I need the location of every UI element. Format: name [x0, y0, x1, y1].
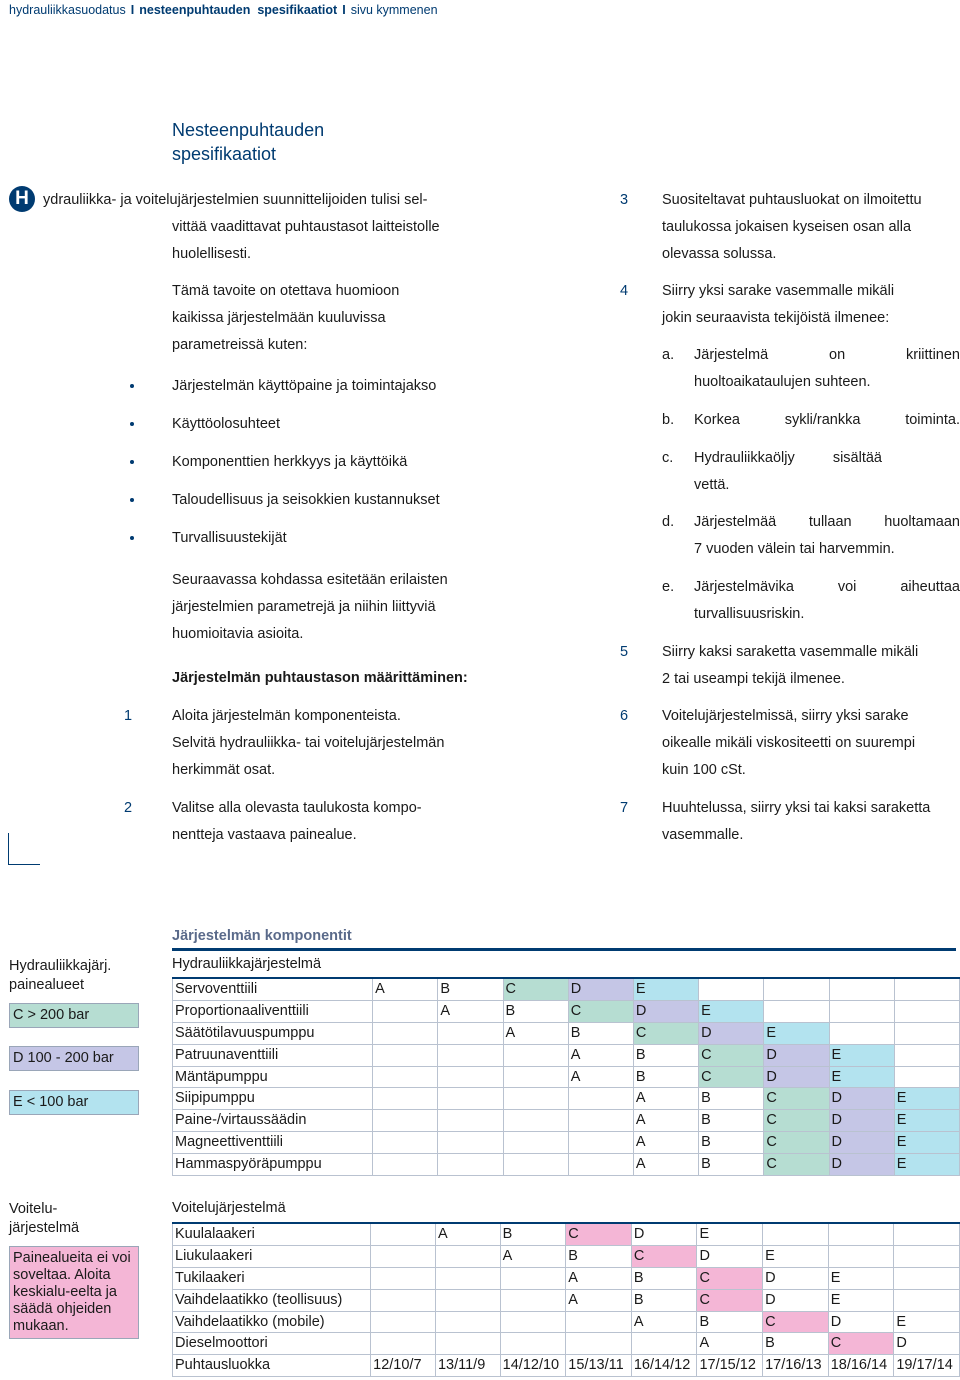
class-cell: C: [697, 1267, 763, 1289]
class-cell: C: [503, 978, 568, 1000]
class-cell: B: [699, 1154, 764, 1176]
step-text: [172, 703, 482, 784]
factor-text: turvallisuusriskin.: [694, 606, 805, 622]
factor-text: Järjestelmä on kriittinen: [694, 347, 960, 363]
text-line: Seuraavassa kohdassa esitetään erilaisten: [172, 572, 448, 588]
list-item-text: Komponenttien herkkyys ja käyttöikä: [172, 454, 408, 470]
class-cell: B: [503, 1000, 568, 1022]
component-name: Liukulaakeri: [173, 1245, 371, 1267]
class-cell: [829, 1000, 894, 1022]
class-cell: D: [828, 1311, 894, 1333]
text-line: 2 tai useampi tekijä ilmenee.: [662, 671, 845, 687]
table-row: [173, 1154, 960, 1176]
component-name: Siipipumppu: [173, 1088, 373, 1110]
class-cell: [503, 1044, 568, 1066]
class-cell: D: [568, 978, 633, 1000]
class-cell: [566, 1333, 632, 1355]
text-line: taulukossa jokaisen kyseisen osan alla: [662, 219, 912, 235]
text-line: ydrauliikka- ja voitelujärjestelmien suunnittelijoiden tulisi sel-: [43, 192, 428, 208]
class-cell: [763, 1223, 829, 1245]
class-cell: [828, 1245, 894, 1267]
class-cell: A: [438, 1000, 503, 1022]
class-cell: C: [764, 1154, 829, 1176]
table-row: [173, 1022, 960, 1044]
text-line: Tämä tavoite on otettava huomioon: [172, 283, 400, 299]
class-cell: [503, 1088, 568, 1110]
class-cell: [435, 1333, 500, 1355]
class-cell: C: [633, 1022, 698, 1044]
class-cell: [435, 1289, 500, 1311]
list-item: [130, 525, 440, 563]
class-cell: [894, 1044, 959, 1066]
breadcrumb-item[interactable]: hydrauliikkasuodatus: [9, 3, 126, 17]
class-cell: A: [631, 1311, 697, 1333]
class-cell: E: [764, 1022, 829, 1044]
class-cell: A: [697, 1333, 763, 1355]
class-cell: A: [633, 1088, 698, 1110]
list-item-text: Turvallisuustekijät: [172, 530, 287, 546]
text-line: herkimmät osat.: [172, 762, 276, 778]
class-cell: [373, 1022, 438, 1044]
class-cell: [503, 1110, 568, 1132]
class-cell: [568, 1154, 633, 1176]
table-row: [173, 1110, 960, 1132]
class-cell: [503, 1066, 568, 1088]
class-cell: B: [633, 1044, 698, 1066]
factor-text: Korkea sykli/rankka toiminta.: [694, 412, 960, 428]
class-cell: D: [829, 1110, 894, 1132]
step-number: 1: [124, 708, 133, 724]
table-row: [173, 1000, 960, 1022]
class-cell: [894, 1267, 960, 1289]
list-item: [130, 449, 440, 487]
text-line: Voitelujärjestelmissä, siirry yksi sarake: [662, 708, 909, 724]
class-cell: A: [435, 1223, 500, 1245]
class-cell: [503, 1154, 568, 1176]
class-cell: E: [828, 1267, 894, 1289]
breadcrumb: [9, 3, 438, 17]
class-cell: [894, 1022, 959, 1044]
class-cell: A: [566, 1267, 632, 1289]
text-line: huolellisesti.: [172, 246, 251, 262]
list-item: [130, 373, 440, 411]
class-cell: [435, 1311, 500, 1333]
legend-medium-pressure: D 100 - 200 bar: [9, 1046, 139, 1071]
breadcrumb-separator: I: [130, 3, 135, 17]
class-cell: [373, 1154, 438, 1176]
factor-text: Järjestelmävika voi aiheuttaa: [694, 579, 960, 595]
class-cell: [828, 1223, 894, 1245]
class-cell: [566, 1311, 632, 1333]
component-name: Dieselmoottori: [173, 1333, 371, 1355]
step-text: [662, 703, 960, 784]
breadcrumb-separator: I: [342, 3, 346, 17]
class-cell: D: [829, 1154, 894, 1176]
following-paragraph: [172, 567, 482, 648]
class-cell: D: [763, 1289, 829, 1311]
step-number: 7: [620, 800, 629, 816]
class-cell: [631, 1333, 697, 1355]
factor-label: e.: [662, 579, 675, 595]
class-cell: C: [697, 1289, 763, 1311]
bullet-icon: [130, 536, 134, 540]
table-row: [173, 1289, 960, 1311]
class-cell: [373, 1044, 438, 1066]
class-cell: [438, 1022, 503, 1044]
components-heading: Järjestelmän komponentit: [172, 928, 352, 944]
class-cell: A: [373, 978, 438, 1000]
class-cell: D: [894, 1333, 960, 1355]
text-line: Aloita järjestelmän komponenteista.: [172, 708, 401, 724]
text-line: kuin 100 cSt.: [662, 762, 746, 778]
class-cell: [568, 1132, 633, 1154]
page-title-line: Nesteenpuhtauden: [172, 120, 325, 140]
table-row: [173, 1267, 960, 1289]
class-cell: [894, 1289, 960, 1311]
class-cell: [373, 1000, 438, 1022]
class-cell: B: [566, 1245, 632, 1267]
bullet-icon: [130, 498, 134, 502]
class-cell: 14/12/10: [500, 1355, 566, 1377]
factor-text: huoltoaikataulujen suhteen.: [694, 374, 871, 390]
text-line: Siirry kaksi saraketta vasemmalle mikäli: [662, 644, 919, 660]
text-line: painealueet: [9, 977, 84, 993]
text-line: järjestelmä: [9, 1220, 80, 1236]
class-cell: A: [633, 1154, 698, 1176]
class-cell: E: [699, 1000, 764, 1022]
text-line: jokin seuraavista tekijöistä ilmenee:: [662, 310, 890, 326]
class-cell: C: [763, 1311, 829, 1333]
class-cell: [829, 1022, 894, 1044]
component-name: Vaihdelaatikko (mobile): [173, 1311, 371, 1333]
component-name: Patruunaventtiili: [173, 1044, 373, 1066]
class-cell: C: [566, 1223, 632, 1245]
table-row: [173, 1355, 960, 1377]
text-line: Voitelu-: [9, 1201, 58, 1217]
class-cell: E: [697, 1223, 763, 1245]
table-row: [173, 1066, 960, 1088]
class-cell: E: [894, 1088, 959, 1110]
text-line: Huuhtelussa, siirry yksi tai kaksi saraketta: [662, 800, 931, 816]
class-cell: D: [699, 1022, 764, 1044]
class-cell: [438, 1132, 503, 1154]
class-cell: B: [438, 978, 503, 1000]
text-line: huomioitavia asioita.: [172, 626, 304, 642]
text-line: parametreissä kuten:: [172, 337, 308, 353]
class-cell: [438, 1154, 503, 1176]
class-cell: A: [500, 1245, 566, 1267]
factor-text: Järjestelmää tullaan huoltamaan: [694, 514, 960, 530]
class-cell: D: [829, 1132, 894, 1154]
class-cell: [894, 1223, 960, 1245]
table-row: [173, 978, 960, 1000]
class-cell: [371, 1311, 436, 1333]
class-cell: D: [764, 1066, 829, 1088]
class-cell: C: [764, 1110, 829, 1132]
class-cell: C: [764, 1088, 829, 1110]
component-name: Magneettiventtiili: [173, 1132, 373, 1154]
class-cell: [500, 1333, 566, 1355]
class-cell: [435, 1267, 500, 1289]
component-name: Tukilaakeri: [173, 1267, 371, 1289]
class-cell: [371, 1245, 436, 1267]
class-cell: 18/16/14: [828, 1355, 894, 1377]
step-number: 2: [124, 800, 133, 816]
component-name: Vaihdelaatikko (teollisuus): [173, 1289, 371, 1311]
table-row: [173, 1245, 960, 1267]
text-line: Valitse alla olevasta taulukosta kompo-: [172, 800, 422, 816]
class-cell: [438, 1066, 503, 1088]
component-name: Kuulalaakeri: [173, 1223, 371, 1245]
class-cell: [894, 978, 959, 1000]
class-cell: [371, 1333, 436, 1355]
lubrication-table-title: Voitelujärjestelmä: [172, 1200, 286, 1216]
class-cell: B: [763, 1333, 829, 1355]
class-cell: B: [699, 1088, 764, 1110]
factor-text: Hydrauliikkaöljy sisältää: [694, 450, 882, 466]
table-row: [173, 1333, 960, 1355]
step-text: [662, 278, 960, 332]
class-cell: 12/10/7: [371, 1355, 436, 1377]
list-item: [130, 411, 440, 449]
class-cell: B: [500, 1223, 566, 1245]
breadcrumb-item[interactable]: nesteenpuhtauden: [139, 3, 251, 17]
class-cell: [894, 1000, 959, 1022]
class-cell: [373, 1088, 438, 1110]
class-cell: B: [631, 1289, 697, 1311]
class-cell: B: [568, 1022, 633, 1044]
class-cell: 17/15/12: [697, 1355, 763, 1377]
class-cell: [568, 1088, 633, 1110]
component-name: Proportionaaliventtiili: [173, 1000, 373, 1022]
class-cell: [764, 978, 829, 1000]
class-cell: C: [828, 1333, 894, 1355]
class-cell: 19/17/14: [894, 1355, 960, 1377]
breadcrumb-item[interactable]: spesifikaatiot: [257, 3, 338, 17]
class-cell: D: [829, 1088, 894, 1110]
list-item: [130, 487, 440, 525]
class-cell: E: [828, 1289, 894, 1311]
class-cell: C: [699, 1044, 764, 1066]
step-text: [662, 795, 960, 849]
legend-high-pressure: C > 200 bar: [9, 1003, 139, 1028]
factor-label: c.: [662, 450, 674, 466]
lubrication-table: [172, 1222, 960, 1377]
class-cell: [764, 1000, 829, 1022]
text-line: nentteja vastaava painealue.: [172, 827, 357, 843]
step-number: 5: [620, 644, 629, 660]
component-name: Säätötilavuuspumppu: [173, 1022, 373, 1044]
table-row: [173, 1132, 960, 1154]
factor-label: d.: [662, 514, 675, 530]
page-title-line: spesifikaatiot: [172, 144, 277, 164]
step-number: 4: [620, 283, 629, 299]
text-line: kaikissa järjestelmään kuuluvissa: [172, 310, 386, 326]
goal-paragraph: [172, 278, 472, 359]
class-cell: A: [633, 1110, 698, 1132]
list-item-text: Taloudellisuus ja seisokkien kustannukset: [172, 492, 440, 508]
table-row: [173, 1044, 960, 1066]
class-cell: [373, 1132, 438, 1154]
list-item-text: Käyttöolosuhteet: [172, 416, 281, 432]
class-cell: D: [633, 1000, 698, 1022]
divider: [172, 948, 956, 951]
class-cell: C: [631, 1245, 697, 1267]
component-name: Puhtausluokka: [173, 1355, 371, 1377]
hydraulic-pressure-label: [9, 957, 111, 995]
class-cell: E: [894, 1132, 959, 1154]
table-row: [173, 1311, 960, 1333]
class-cell: A: [568, 1044, 633, 1066]
step-text: [662, 639, 960, 693]
class-cell: [373, 1066, 438, 1088]
class-cell: [371, 1223, 436, 1245]
class-cell: B: [699, 1132, 764, 1154]
text-line: vasemmalle.: [662, 827, 744, 843]
text-line: vittää vaadittavat puhtaustasot laitteistolle: [172, 219, 440, 235]
bullet-icon: [130, 460, 134, 464]
class-cell: [500, 1267, 566, 1289]
class-cell: A: [633, 1132, 698, 1154]
bullet-icon: [130, 384, 134, 388]
step-number: 6: [620, 708, 629, 724]
class-cell: [829, 978, 894, 1000]
class-cell: [568, 1110, 633, 1132]
class-cell: [438, 1044, 503, 1066]
section-heading: Järjestelmän puhtaustason määrittäminen:: [172, 670, 468, 686]
class-cell: [699, 978, 764, 1000]
parameter-list: [130, 373, 440, 563]
step-text: [172, 795, 482, 849]
class-cell: [373, 1110, 438, 1132]
class-cell: A: [503, 1022, 568, 1044]
class-cell: D: [764, 1044, 829, 1066]
component-name: Paine-/virtaussäädin: [173, 1110, 373, 1132]
list-item-text: Järjestelmän käyttöpaine ja toimintajakso: [172, 378, 437, 394]
class-cell: [894, 1066, 959, 1088]
step-text: [662, 187, 960, 268]
class-cell: E: [894, 1311, 960, 1333]
class-cell: [438, 1088, 503, 1110]
page-number: sivu kymmenen: [350, 3, 438, 17]
text-line: oikealle mikäli viskositeetti on suurempi: [662, 735, 916, 751]
class-cell: C: [699, 1066, 764, 1088]
step-number: 3: [620, 192, 629, 208]
class-cell: E: [829, 1066, 894, 1088]
class-cell: D: [697, 1245, 763, 1267]
intro-paragraph: [43, 187, 463, 268]
class-cell: C: [764, 1132, 829, 1154]
factor-text: 7 vuoden välein tai harvemmin.: [694, 541, 895, 557]
text-line: järjestelmien parametrejä ja niihin liittyviä: [172, 599, 436, 615]
class-cell: 17/16/13: [763, 1355, 829, 1377]
class-cell: 13/11/9: [435, 1355, 500, 1377]
class-cell: E: [829, 1044, 894, 1066]
class-cell: E: [894, 1154, 959, 1176]
text-line: Selvitä hydrauliikka- tai voitelujärjestelmän: [172, 735, 445, 751]
class-cell: B: [697, 1311, 763, 1333]
hydraulic-table: [172, 977, 960, 1176]
component-name: Servoventtiili: [173, 978, 373, 1000]
class-cell: E: [633, 978, 698, 1000]
lubrication-label: [9, 1200, 79, 1238]
component-name: Mäntäpumppu: [173, 1066, 373, 1088]
bullet-icon: [130, 422, 134, 426]
class-cell: B: [633, 1066, 698, 1088]
hydraulic-table-title: Hydrauliikkajärjestelmä: [172, 956, 322, 972]
class-cell: [503, 1132, 568, 1154]
class-cell: D: [631, 1223, 697, 1245]
text-line: Hydrauliikkajärj.: [9, 958, 112, 974]
text-line: Suositeltavat puhtausluokat on ilmoitettu: [662, 192, 922, 208]
table-row: [173, 1088, 960, 1110]
class-cell: [371, 1267, 436, 1289]
class-cell: A: [566, 1289, 632, 1311]
factor-text: vettä.: [694, 477, 730, 493]
page-title: [172, 118, 472, 166]
component-name: Hammaspyöräpumppu: [173, 1154, 373, 1176]
class-cell: [438, 1110, 503, 1132]
corner-decoration: [8, 833, 40, 865]
text-line: olevassa solussa.: [662, 246, 777, 262]
class-cell: D: [763, 1267, 829, 1289]
legend-low-pressure: E < 100 bar: [9, 1090, 139, 1115]
text-line: Siirry yksi sarake vasemmalle mikäli: [662, 283, 895, 299]
class-cell: E: [894, 1110, 959, 1132]
dropcap-initial: H: [9, 186, 35, 212]
class-cell: [894, 1245, 960, 1267]
class-cell: [435, 1245, 500, 1267]
table-row: [173, 1223, 960, 1245]
factor-label: b.: [662, 412, 675, 428]
lubrication-note: Painealueita ei voi soveltaa. Aloita keskialu-eelta ja säädä ohjeiden mukaan.: [9, 1246, 139, 1339]
class-cell: B: [699, 1110, 764, 1132]
class-cell: [371, 1289, 436, 1311]
class-cell: 15/13/11: [566, 1355, 632, 1377]
class-cell: C: [568, 1000, 633, 1022]
class-cell: A: [568, 1066, 633, 1088]
factor-label: a.: [662, 347, 675, 363]
class-cell: [500, 1289, 566, 1311]
class-cell: E: [763, 1245, 829, 1267]
class-cell: [500, 1311, 566, 1333]
class-cell: B: [631, 1267, 697, 1289]
class-cell: 16/14/12: [631, 1355, 697, 1377]
